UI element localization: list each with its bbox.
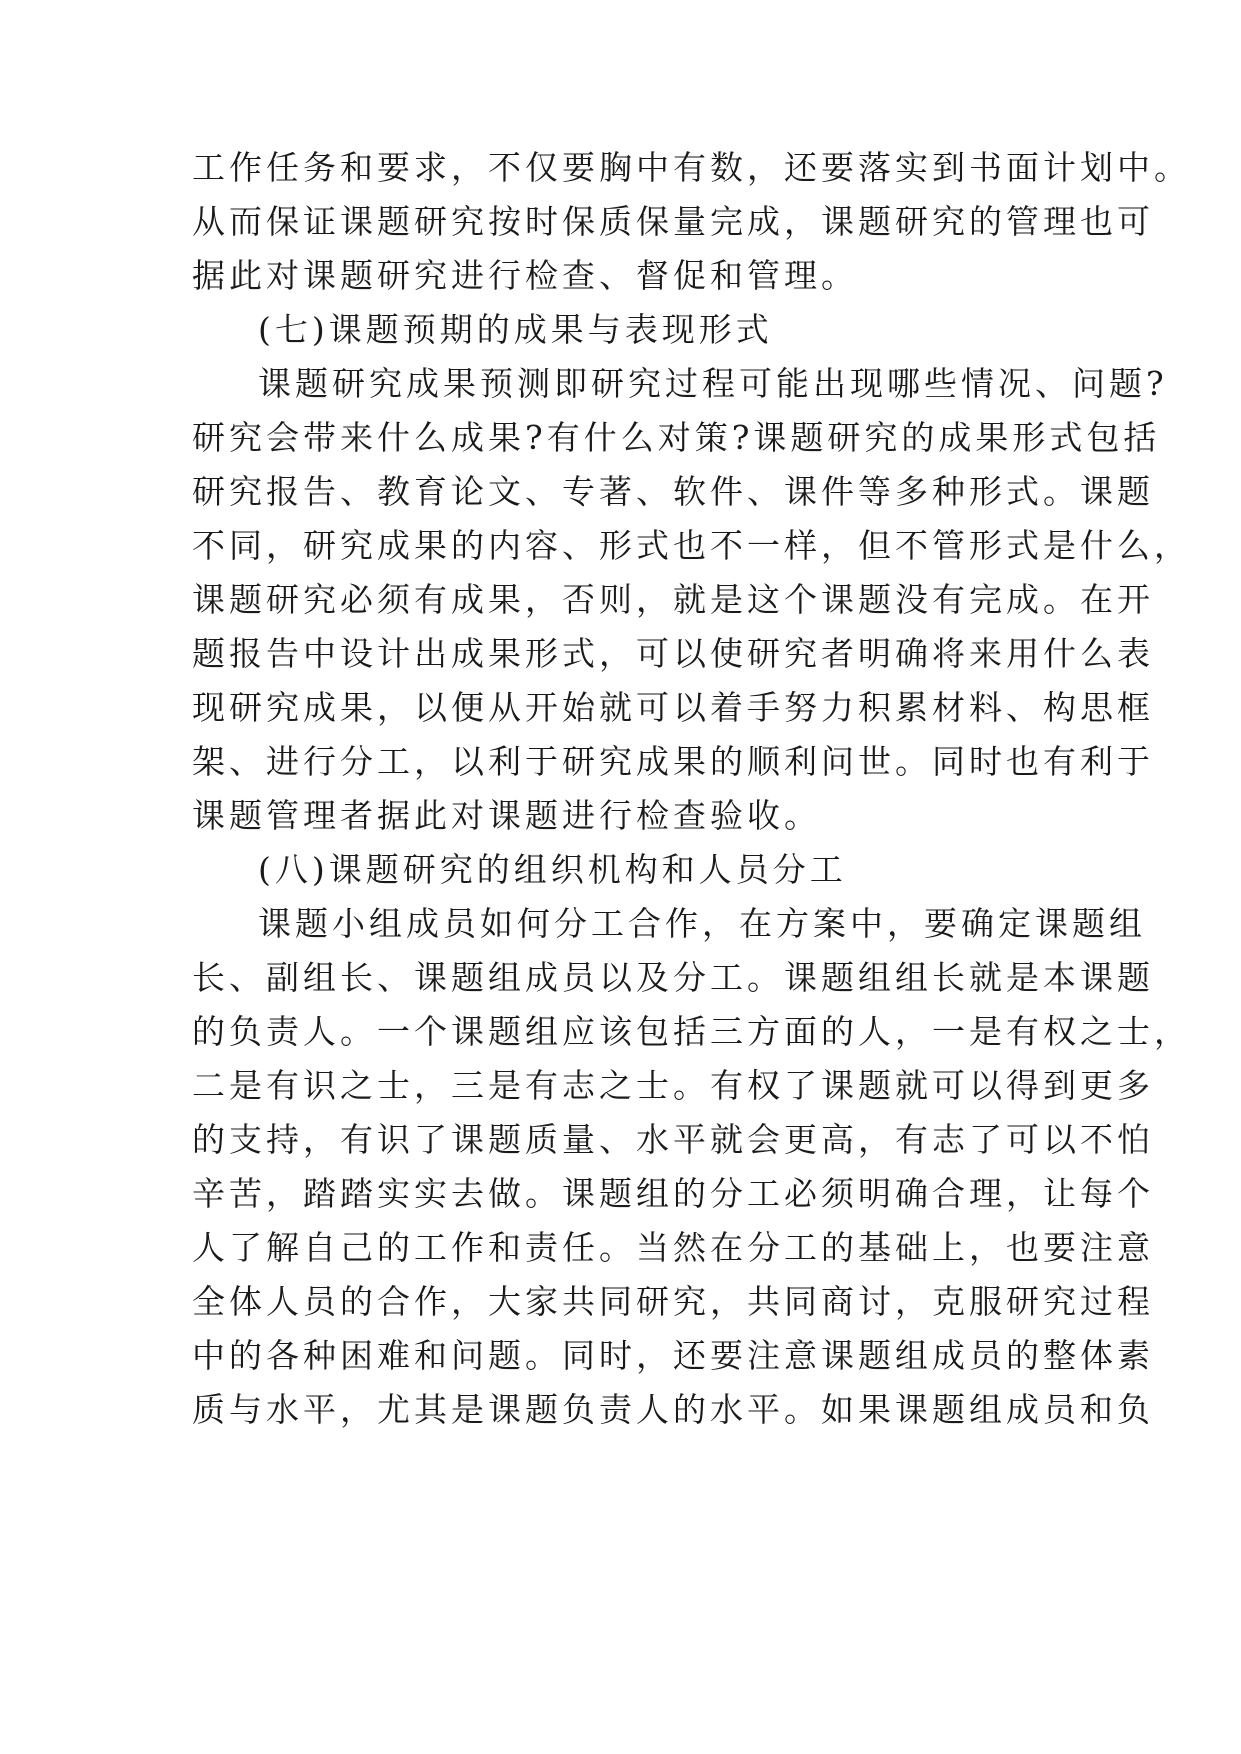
text-line: 不同，研究成果的内容、形式也不一样，但不管形式是什么， [192,526,1191,565]
text-line: 的支持，有识了课题质量、水平就会更高，有志了可以不怕 [192,1120,1154,1159]
text-line: 全体人员的合作，大家共同研究，共同商讨，克服研究过程 [192,1282,1154,1321]
text-line: 中的各种困难和问题。同时，还要注意课题组成员的整体素 [192,1336,1154,1375]
text-line: 长、副组长、课题组成员以及分工。课题组组长就是本课题 [192,958,1154,997]
text-line: 人了解自己的工作和责任。当然在分工的基础上，也要注意 [192,1228,1154,1267]
paragraph-first-line: 课题小组成员如何分工合作，在方案中，要确定课题组 [258,904,1146,943]
text-line: 研究会带来什么成果?有什么对策?课题研究的成果形式包括 [192,418,1161,457]
paragraph-first-line: 课题研究成果预测即研究过程可能出现哪些情况、问题? [258,364,1168,403]
text-line: 辛苦，踏踏实实去做。课题组的分工必须明确合理，让每个 [192,1174,1154,1213]
text-line: 据此对课题研究进行检查、督促和管理。 [192,256,858,295]
text-line: 课题研究必须有成果，否则，就是这个课题没有完成。在开 [192,580,1154,619]
text-line: 的负责人。一个课题组应该包括三方面的人，一是有权之士， [192,1012,1191,1051]
text-line: 质与水平，尤其是课题负责人的水平。如果课题组成员和负 [192,1390,1154,1429]
text-line: 研究报告、教育论文、专著、软件、课件等多种形式。课题 [192,472,1154,511]
text-line: 课题管理者据此对课题进行检查验收。 [192,796,821,835]
text-line: 工作任务和要求，不仅要胸中有数，还要落实到书面计划中。 [192,148,1191,187]
text-line: 现研究成果，以便从开始就可以着手努力积累材料、构思框 [192,688,1154,727]
section-heading-8: (八)课题研究的组织机构和人员分工 [258,850,847,889]
section-heading-7: (七)课题预期的成果与表现形式 [258,310,773,349]
text-line: 从而保证课题研究按时保质保量完成，课题研究的管理也可 [192,202,1154,241]
text-line: 题报告中设计出成果形式，可以使研究者明确将来用什么表 [192,634,1154,673]
text-line: 架、进行分工，以利于研究成果的顺利问世。同时也有利于 [192,742,1154,781]
text-line: 二是有识之士，三是有志之士。有权了课题就可以得到更多 [192,1066,1154,1105]
